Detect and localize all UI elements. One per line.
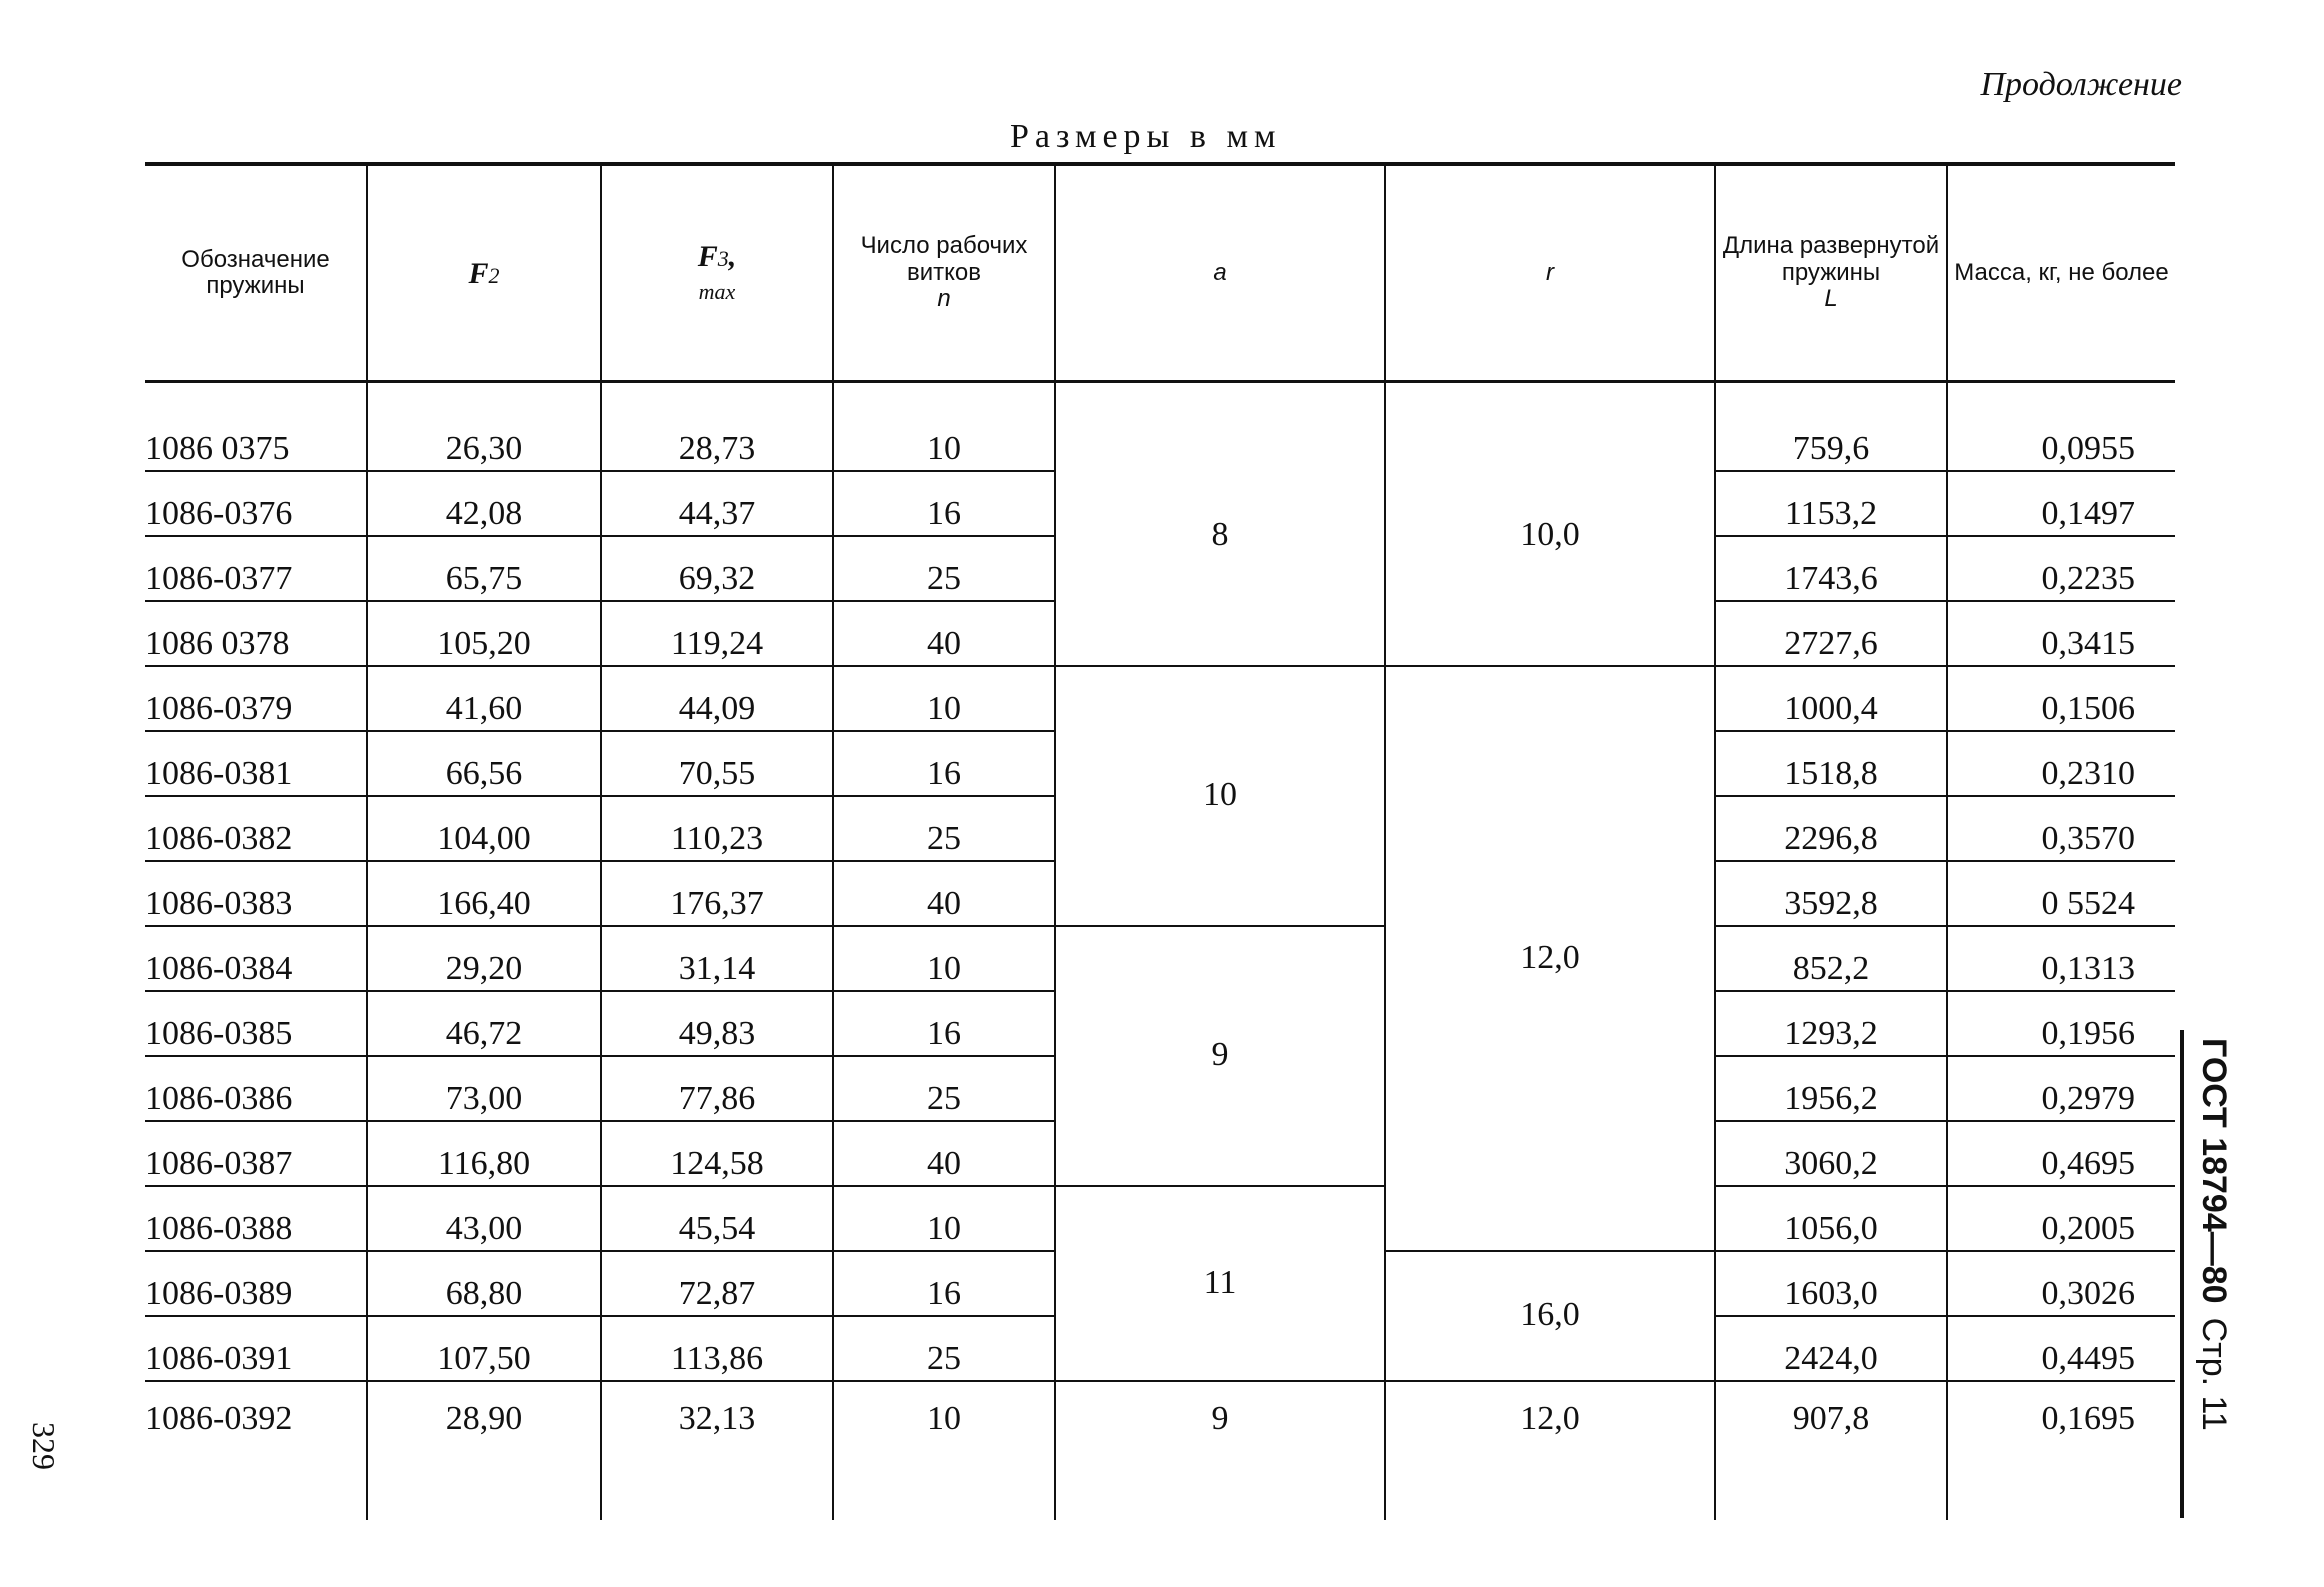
cell-designation: 1086-0381	[145, 731, 367, 796]
cell-f3: 44,37	[601, 471, 833, 536]
cell-f2: 42,08	[367, 471, 601, 536]
header-a	[1055, 164, 1385, 382]
cell-f2: 166,40	[367, 861, 601, 926]
cell-f2: 28,90	[367, 1381, 601, 1520]
cell-length: 1743,6	[1715, 536, 1947, 601]
cell-length: 759,6	[1715, 382, 1947, 472]
cell-designation: 1086-0392	[145, 1381, 367, 1520]
cell-length: 1956,2	[1715, 1056, 1947, 1121]
cell-length: 2424,0	[1715, 1316, 1947, 1381]
cell-n: 16	[833, 471, 1055, 536]
cell-length: 3592,8	[1715, 861, 1947, 926]
cell-mass: 0,1506	[1947, 666, 2175, 731]
cell-length: 1293,2	[1715, 991, 1947, 1056]
cell-mass: 0,2310	[1947, 731, 2175, 796]
cell-mass: 0,4695	[1947, 1121, 2175, 1186]
cell-length: 1518,8	[1715, 731, 1947, 796]
cell-designation: 1086-0389	[145, 1251, 367, 1316]
cell-length: 907,8	[1715, 1381, 1947, 1520]
cell-designation: 1086-0386	[145, 1056, 367, 1121]
header-r	[1385, 164, 1715, 382]
cell-a-group: 10	[1055, 666, 1385, 926]
cell-length: 852,2	[1715, 926, 1947, 991]
table-row	[145, 666, 2175, 731]
turns-symbol: n	[937, 285, 951, 313]
cell-designation: 1086-0377	[145, 536, 367, 601]
cell-f2: 65,75	[367, 536, 601, 601]
f2-symbol: F	[468, 256, 489, 290]
spring-spec-table	[145, 162, 2175, 1520]
cell-f2: 116,80	[367, 1121, 601, 1186]
cell-n: 25	[833, 536, 1055, 601]
table-row	[145, 1381, 2175, 1520]
cell-a-group: 9	[1055, 926, 1385, 1186]
cell-n: 25	[833, 1316, 1055, 1381]
table-row	[145, 382, 2175, 472]
f3-max: max	[698, 279, 736, 304]
cell-a-group: 11	[1055, 1186, 1385, 1381]
cell-mass: 0,2235	[1947, 536, 2175, 601]
r-symbol: r	[1546, 258, 1554, 286]
cell-f2: 46,72	[367, 991, 601, 1056]
cell-f3: 119,24	[601, 601, 833, 666]
cell-f3: 32,13	[601, 1381, 833, 1520]
cell-f3: 49,83	[601, 991, 833, 1056]
gost-code: ГОСТ 18794—80	[2195, 1038, 2234, 1304]
cell-n: 10	[833, 666, 1055, 731]
cell-r-group: 12,0	[1385, 666, 1715, 1251]
gost-page: Стр. 11	[2195, 1317, 2234, 1431]
continuation-label: Продолжение	[1980, 66, 2182, 103]
f2-subscript: 2	[488, 262, 500, 288]
cell-n: 40	[833, 861, 1055, 926]
cell-r-group: 10,0	[1385, 382, 1715, 667]
cell-mass: 0,1313	[1947, 926, 2175, 991]
f3-symbol: F	[697, 240, 718, 273]
cell-f2: 104,00	[367, 796, 601, 861]
cell-mass: 0,2979	[1947, 1056, 2175, 1121]
cell-f2: 73,00	[367, 1056, 601, 1121]
cell-mass: 0,3570	[1947, 796, 2175, 861]
cell-n: 10	[833, 1381, 1055, 1520]
cell-f3: 176,37	[601, 861, 833, 926]
turns-label: Число рабочих витков	[860, 232, 1028, 286]
cell-a-group: 8	[1055, 382, 1385, 667]
cell-f3: 113,86	[601, 1316, 833, 1381]
table-header-row	[145, 164, 2175, 382]
units-caption: Размеры в мм	[1010, 118, 1282, 155]
cell-length: 2296,8	[1715, 796, 1947, 861]
header-length	[1715, 164, 1947, 382]
cell-n: 40	[833, 601, 1055, 666]
cell-f2: 66,56	[367, 731, 601, 796]
cell-designation: 1086-0388	[145, 1186, 367, 1251]
cell-f3: 44,09	[601, 666, 833, 731]
cell-designation: 1086-0383	[145, 861, 367, 926]
cell-n: 25	[833, 1056, 1055, 1121]
length-label: Длина развернутой пружины	[1722, 232, 1940, 286]
cell-f3: 70,55	[601, 731, 833, 796]
header-designation: Обозначение пружины	[145, 164, 367, 382]
f3-subscript: 3	[717, 246, 729, 271]
cell-mass: 0 5524	[1947, 861, 2175, 926]
cell-f2: 105,20	[367, 601, 601, 666]
cell-mass: 0,1956	[1947, 991, 2175, 1056]
cell-mass: 0,1695	[2041, 1400, 2135, 1437]
header-turns	[833, 164, 1055, 382]
cell-f3: 124,58	[601, 1121, 833, 1186]
gost-stamp	[2180, 1030, 2244, 1518]
cell-n: 10	[833, 1186, 1055, 1251]
cell-n: 10	[833, 926, 1055, 991]
cell-length: 2727,6	[1715, 601, 1947, 666]
cell-length: 1153,2	[1715, 471, 1947, 536]
cell-f3: 31,14	[601, 926, 833, 991]
cell-a-group: 9	[1055, 1381, 1385, 1520]
cell-f3: 45,54	[601, 1186, 833, 1251]
cell-n: 40	[833, 1121, 1055, 1186]
table-row	[145, 1186, 2175, 1251]
cell-n: 16	[833, 731, 1055, 796]
cell-designation: 1086-0387	[145, 1121, 367, 1186]
cell-mass: 0,1497	[1947, 471, 2175, 536]
cell-length: 1056,0	[1715, 1186, 1947, 1251]
cell-designation: 1086-0379	[145, 666, 367, 731]
cell-mass: 0,4495	[1947, 1316, 2175, 1381]
cell-f3: 28,73	[601, 382, 833, 472]
cell-f2: 29,20	[367, 926, 601, 991]
cell-designation: 1086-0385	[145, 991, 367, 1056]
cell-f3: 69,32	[601, 536, 833, 601]
table-row	[145, 926, 2175, 991]
cell-designation: 1086-0391	[145, 1316, 367, 1381]
cell-n: 16	[833, 991, 1055, 1056]
cell-mass: 0,3026	[1947, 1251, 2175, 1316]
header-f3: F3, max	[601, 164, 833, 382]
header-mass: Масса, кг, не более	[1947, 164, 2175, 382]
cell-n: 16	[833, 1251, 1055, 1316]
a-symbol: a	[1213, 258, 1227, 286]
cell-f3: 72,87	[601, 1251, 833, 1316]
cell-designation: 1086 0378	[145, 601, 367, 666]
cell-mass: 0,0955	[1947, 382, 2175, 472]
cell-f2: 68,80	[367, 1251, 601, 1316]
cell-designation: 1086-0376	[145, 471, 367, 536]
length-symbol: L	[1824, 285, 1838, 313]
cell-f2: 107,50	[367, 1316, 601, 1381]
page-number: 329	[26, 1422, 62, 1470]
cell-length: 3060,2	[1715, 1121, 1947, 1186]
cell-mass: 0,3415	[1947, 601, 2175, 666]
cell-f2: 43,00	[367, 1186, 601, 1251]
cell-f2: 41,60	[367, 666, 601, 731]
cell-length: 1603,0	[1715, 1251, 1947, 1316]
cell-r-group: 12,0	[1385, 1381, 1715, 1520]
cell-f3: 110,23	[601, 796, 833, 861]
cell-f3: 77,86	[601, 1056, 833, 1121]
cell-mass: 0,2005	[1947, 1186, 2175, 1251]
header-f2	[367, 164, 601, 382]
cell-r-group: 16,0	[1385, 1251, 1715, 1381]
cell-designation: 1086-0384	[145, 926, 367, 991]
cell-length: 1000,4	[1715, 666, 1947, 731]
cell-n: 25	[833, 796, 1055, 861]
cell-n: 10	[833, 382, 1055, 472]
cell-designation: 1086-0382	[145, 796, 367, 861]
cell-f2: 26,30	[367, 382, 601, 472]
cell-designation: 1086 0375	[145, 382, 367, 472]
